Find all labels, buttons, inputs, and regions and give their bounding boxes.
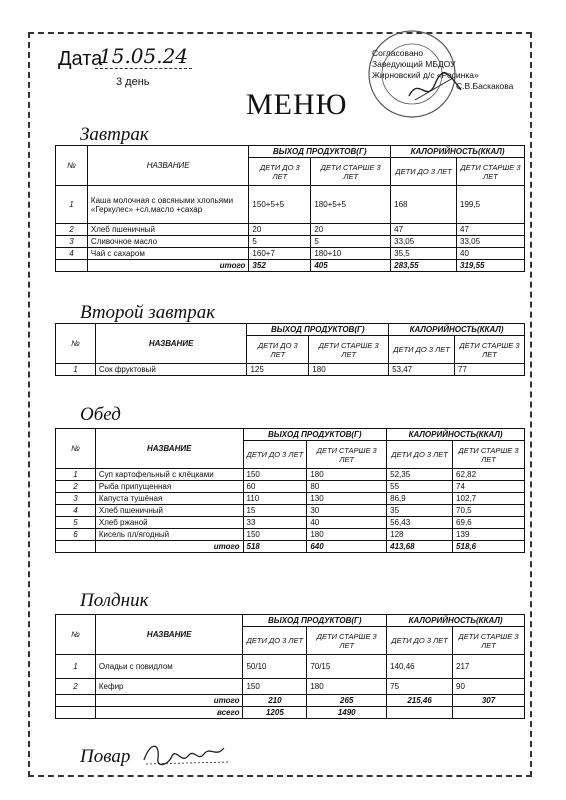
total-row xyxy=(56,541,525,553)
cell-cal-young: 168 xyxy=(391,186,457,224)
cell-name: Хлеб ржаной xyxy=(95,517,243,529)
grand-output-young: 1205 xyxy=(243,707,307,719)
table-row xyxy=(56,364,525,376)
cook-label: Повар xyxy=(80,746,131,767)
cell-cal-young: 128 xyxy=(387,529,453,541)
cell-output-older: 40 xyxy=(307,517,387,529)
col-output-older: ДЕТИ СТАРШЕ 3 ЛЕТ xyxy=(309,336,389,364)
table-row xyxy=(56,655,525,679)
col-output-older: ДЕТИ СТАРШЕ 3 ЛЕТ xyxy=(311,158,391,186)
cell-num: 6 xyxy=(56,529,96,541)
cell-name: Рыба припущенная xyxy=(95,481,243,493)
day-label: 3 день xyxy=(116,76,150,88)
snack-table xyxy=(55,614,525,719)
col-output-young: ДЕТИ ДО 3 ЛЕТ xyxy=(249,158,311,186)
cell-output-young: 33 xyxy=(243,517,307,529)
cell-output-young: 5 xyxy=(249,236,311,248)
table-row xyxy=(56,679,525,695)
total-cal-young: 413,68 xyxy=(387,541,453,553)
table-row xyxy=(56,493,525,505)
cell-cal-older: 33,05 xyxy=(457,236,525,248)
cell-output-young: 150 xyxy=(243,679,307,695)
total-cal-young: 283,55 xyxy=(391,260,457,272)
col-cal-older: ДЕТИ СТАРШЕ 3 ЛЕТ xyxy=(457,158,525,186)
total-row xyxy=(56,695,525,707)
cell-empty xyxy=(453,707,525,719)
cell-output-older: 5 xyxy=(311,236,391,248)
table-row xyxy=(56,186,525,224)
total-cal-older: 319,55 xyxy=(457,260,525,272)
total-label: итого xyxy=(87,260,249,272)
cell-num: 2 xyxy=(56,224,88,236)
col-cal-older: ДЕТИ СТАРШЕ 3 ЛЕТ xyxy=(453,441,525,469)
cell-cal-older: 40 xyxy=(457,248,525,260)
total-row xyxy=(56,260,525,272)
table-row xyxy=(56,505,525,517)
col-name: НАЗВАНИЕ xyxy=(87,146,249,186)
cell-name: Сливочное масло xyxy=(87,236,249,248)
table-row xyxy=(56,236,525,248)
cell-name: Хлеб пшеничный xyxy=(87,224,249,236)
cell-output-young: 60 xyxy=(243,481,307,493)
cell-cal-older: 77 xyxy=(455,364,525,376)
cell-cal-older: 199,5 xyxy=(457,186,525,224)
col-name: НАЗВАНИЕ xyxy=(95,615,243,655)
cell-output-young: 20 xyxy=(249,224,311,236)
cell-empty xyxy=(56,707,96,719)
cell-output-young: 160+7 xyxy=(249,248,311,260)
cell-num: 1 xyxy=(56,186,88,224)
date-value: 15.05.24 xyxy=(95,44,192,69)
total-output-young: 352 xyxy=(249,260,311,272)
col-calories: КАЛОРИЙНОСТЬ(ККАЛ) xyxy=(389,324,525,336)
cell-name: Кисель пл/ягодный xyxy=(95,529,243,541)
cell-cal-young: 53,47 xyxy=(389,364,455,376)
total-cal-young: 215,46 xyxy=(387,695,453,707)
cell-cal-young: 35 xyxy=(387,505,453,517)
cell-cal-young: 75 xyxy=(387,679,453,695)
col-cal-young: ДЕТИ ДО 3 ЛЕТ xyxy=(387,627,453,655)
cell-name: Чай с сахаром xyxy=(87,248,249,260)
table-row xyxy=(56,517,525,529)
col-output-older: ДЕТИ СТАРШЕ 3 ЛЕТ xyxy=(307,441,387,469)
col-name: НАЗВАНИЕ xyxy=(95,324,247,364)
cell-output-young: 150 xyxy=(243,529,307,541)
cell-output-young: 15 xyxy=(243,505,307,517)
table-row xyxy=(56,529,525,541)
director-signature xyxy=(405,70,465,106)
cell-name: Сок фруктовый xyxy=(95,364,247,376)
table-row xyxy=(56,469,525,481)
total-label: итого xyxy=(95,695,243,707)
cell-cal-young: 86,9 xyxy=(387,493,453,505)
cell-output-young: 110 xyxy=(243,493,307,505)
col-num: № xyxy=(56,146,88,186)
col-output-young: ДЕТИ ДО 3 ЛЕТ xyxy=(243,627,307,655)
col-output: ВЫХОД ПРОДУКТОВ(Г) xyxy=(249,146,391,158)
col-cal-young: ДЕТИ ДО 3 ЛЕТ xyxy=(391,158,457,186)
approval-line: Согласовано xyxy=(372,48,424,58)
grand-total-label: всего xyxy=(95,707,243,719)
total-output-young: 210 xyxy=(243,695,307,707)
cell-cal-older: 69,6 xyxy=(453,517,525,529)
cell-empty xyxy=(56,541,96,553)
cell-empty xyxy=(56,695,96,707)
total-output-young: 518 xyxy=(243,541,307,553)
cell-cal-young: 33,05 xyxy=(391,236,457,248)
grand-total-row xyxy=(56,707,525,719)
col-output: ВЫХОД ПРОДУКТОВ(Г) xyxy=(247,324,389,336)
col-calories: КАЛОРИЙНОСТЬ(ККАЛ) xyxy=(387,615,525,627)
section-title-snack: Полдник xyxy=(80,590,149,611)
col-output-young: ДЕТИ ДО 3 ЛЕТ xyxy=(247,336,309,364)
cell-cal-older: 102,7 xyxy=(453,493,525,505)
approval-line: Заведующий МБДОУ xyxy=(372,59,456,69)
cell-num: 3 xyxy=(56,493,96,505)
cell-output-older: 70/15 xyxy=(307,655,387,679)
grand-output-older: 1490 xyxy=(307,707,387,719)
cell-output-older: 130 xyxy=(307,493,387,505)
col-num: № xyxy=(56,429,96,469)
breakfast-table xyxy=(55,145,525,272)
approval-signatory: С.В.Баскакова xyxy=(456,81,514,91)
cell-cal-young: 56,43 xyxy=(387,517,453,529)
col-calories: КАЛОРИЙНОСТЬ(ККАЛ) xyxy=(387,429,525,441)
cell-cal-young: 52,35 xyxy=(387,469,453,481)
cell-name: Оладьи с повидлом xyxy=(95,655,243,679)
cell-output-older: 180 xyxy=(307,529,387,541)
table-row xyxy=(56,481,525,493)
approval-line: Жирновский д/с «Росинка» xyxy=(372,70,479,80)
col-output-older: ДЕТИ СТАРШЕ 3 ЛЕТ xyxy=(307,627,387,655)
cell-output-older: 180 xyxy=(307,469,387,481)
cell-cal-older: 217 xyxy=(453,655,525,679)
col-cal-older: ДЕТИ СТАРШЕ 3 ЛЕТ xyxy=(455,336,525,364)
col-calories: КАЛОРИЙНОСТЬ(ККАЛ) xyxy=(391,146,525,158)
cell-output-young: 150+5+5 xyxy=(249,186,311,224)
section-title-lunch: Обед xyxy=(80,404,121,425)
cell-output-young: 150 xyxy=(243,469,307,481)
cook-signature xyxy=(138,738,238,772)
cell-num: 2 xyxy=(56,481,96,493)
cell-cal-young: 35,5 xyxy=(391,248,457,260)
col-name: НАЗВАНИЕ xyxy=(95,429,243,469)
cell-name: Каша молочная с овсяными хлопьями «Геркулес» +сл.масло +сахар xyxy=(87,186,249,224)
section-title-breakfast: Завтрак xyxy=(80,124,149,145)
cell-output-young: 125 xyxy=(247,364,309,376)
col-cal-young: ДЕТИ ДО 3 ЛЕТ xyxy=(389,336,455,364)
cell-num: 3 xyxy=(56,236,88,248)
cell-name: Кефир xyxy=(95,679,243,695)
col-cal-older: ДЕТИ СТАРШЕ 3 ЛЕТ xyxy=(453,627,525,655)
date-label: Дата xyxy=(58,48,103,70)
cell-cal-older: 90 xyxy=(453,679,525,695)
cell-output-older: 20 xyxy=(311,224,391,236)
cell-num: 1 xyxy=(56,469,96,481)
cell-output-young: 50/10 xyxy=(243,655,307,679)
total-cal-older: 307 xyxy=(453,695,525,707)
col-output-young: ДЕТИ ДО 3 ЛЕТ xyxy=(243,441,307,469)
cell-output-older: 180 xyxy=(309,364,389,376)
table-row xyxy=(56,248,525,260)
cell-name: Капуста тушёная xyxy=(95,493,243,505)
cell-cal-young: 140,46 xyxy=(387,655,453,679)
cell-cal-older: 47 xyxy=(457,224,525,236)
cell-num: 4 xyxy=(56,505,96,517)
col-output: ВЫХОД ПРОДУКТОВ(Г) xyxy=(243,429,387,441)
cell-output-older: 180+5+5 xyxy=(311,186,391,224)
col-num: № xyxy=(56,615,96,655)
total-output-older: 405 xyxy=(311,260,391,272)
cell-cal-young: 55 xyxy=(387,481,453,493)
cell-cal-older: 74 xyxy=(453,481,525,493)
col-num: № xyxy=(56,324,96,364)
total-label: итого xyxy=(95,541,243,553)
cell-cal-older: 70,5 xyxy=(453,505,525,517)
cell-cal-older: 62,82 xyxy=(453,469,525,481)
cell-num: 5 xyxy=(56,517,96,529)
col-cal-young: ДЕТИ ДО 3 ЛЕТ xyxy=(387,441,453,469)
cell-num: 4 xyxy=(56,248,88,260)
cell-empty xyxy=(387,707,453,719)
section-title-second-breakfast: Второй завтрак xyxy=(80,302,216,323)
cell-output-older: 180 xyxy=(307,679,387,695)
table-row xyxy=(56,224,525,236)
total-output-older: 640 xyxy=(307,541,387,553)
cell-num: 1 xyxy=(56,655,96,679)
lunch-table xyxy=(55,428,525,553)
cell-name: Суп картофельный с клёцками xyxy=(95,469,243,481)
second-breakfast-table xyxy=(55,323,525,376)
cell-empty xyxy=(56,260,88,272)
cell-output-older: 30 xyxy=(307,505,387,517)
total-output-older: 265 xyxy=(307,695,387,707)
cell-cal-young: 47 xyxy=(391,224,457,236)
cell-cal-older: 139 xyxy=(453,529,525,541)
cell-num: 1 xyxy=(56,364,96,376)
col-output: ВЫХОД ПРОДУКТОВ(Г) xyxy=(243,615,387,627)
cell-num: 2 xyxy=(56,679,96,695)
cell-output-older: 180+10 xyxy=(311,248,391,260)
page-title: МЕНЮ xyxy=(246,88,348,121)
total-cal-older: 518,6 xyxy=(453,541,525,553)
cell-output-older: 80 xyxy=(307,481,387,493)
cell-name: Хлеб пшеничный xyxy=(95,505,243,517)
